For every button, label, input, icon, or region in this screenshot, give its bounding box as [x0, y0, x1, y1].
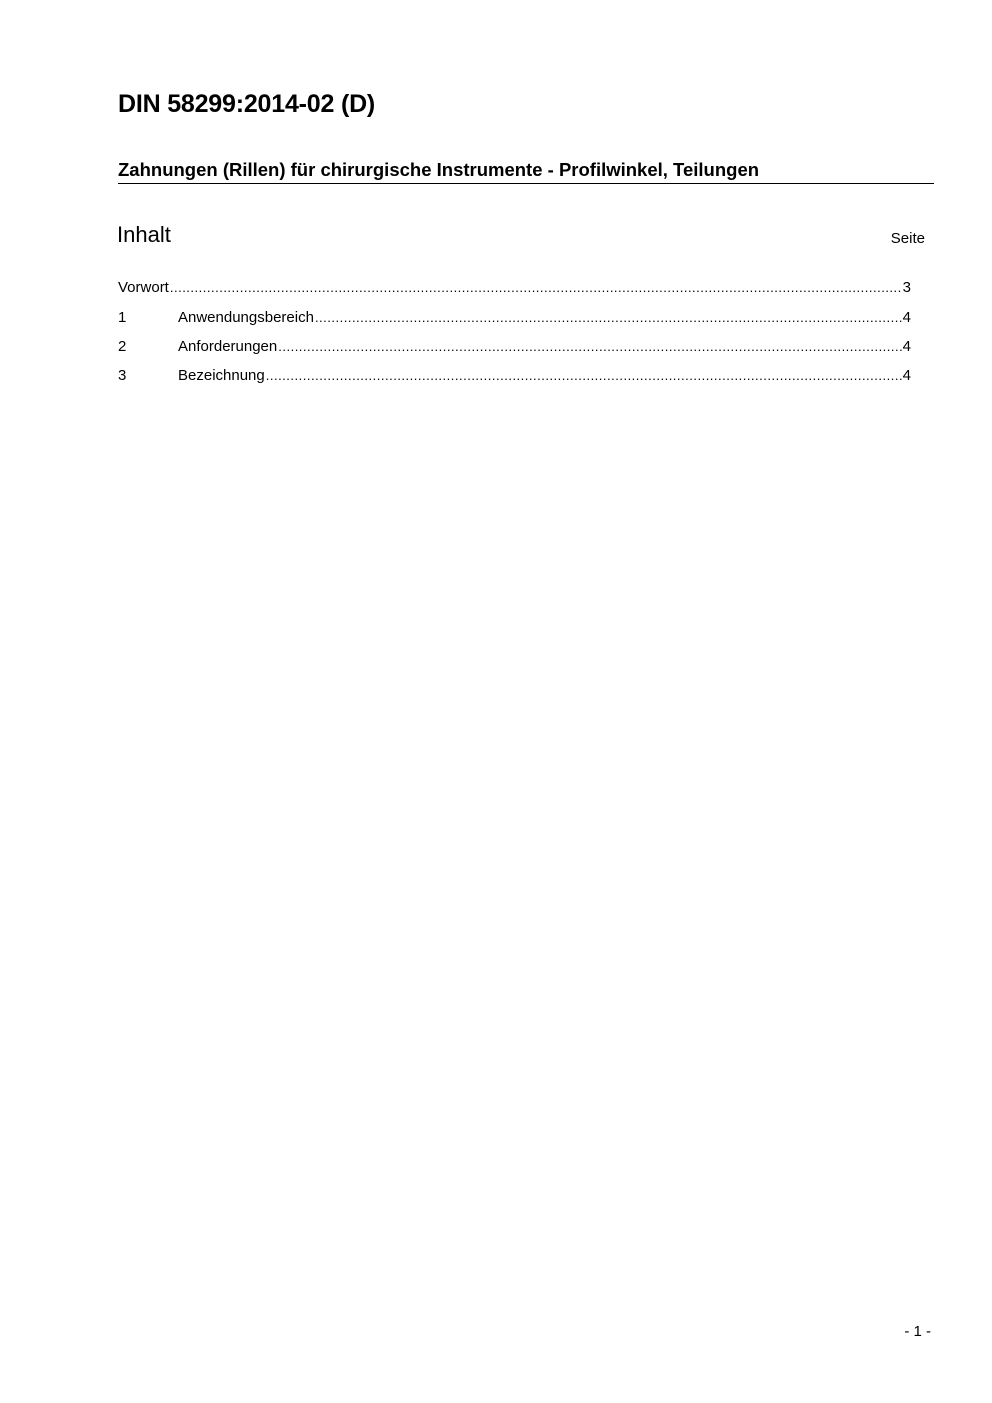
- toc-entry-number: 2: [118, 338, 127, 355]
- toc-entry-label: Bezeichnung: [178, 367, 265, 384]
- toc-entry-page: 4: [902, 309, 911, 326]
- toc-entry-page: 3: [902, 279, 911, 296]
- document-title: Zahnungen (Rillen) für chirurgische Instrumente - Profilwinkel, Teilungen: [118, 159, 934, 184]
- toc-entry-label: Vorwort: [118, 279, 169, 296]
- toc-leader-dots: [315, 308, 902, 328]
- toc-entry-1[interactable]: [118, 308, 911, 328]
- toc-entry-page: 4: [902, 367, 911, 384]
- toc-entry-3[interactable]: [118, 366, 911, 386]
- toc-entry-number: 3: [118, 367, 127, 384]
- toc-page-column-heading: Seite: [890, 230, 925, 247]
- toc-heading: Inhalt: [117, 222, 171, 247]
- toc-leader-dots: [266, 366, 902, 386]
- toc-entry-label: Anwendungsbereich: [178, 309, 314, 326]
- toc-entry-label: Anforderungen: [178, 338, 278, 355]
- toc-entry-foreword[interactable]: [118, 278, 911, 298]
- document-id: DIN 58299:2014-02 (D): [118, 90, 376, 118]
- toc-leader-dots: [278, 337, 901, 357]
- page-number: - 1 -: [904, 1323, 931, 1340]
- toc-entry-number: 1: [118, 309, 127, 326]
- toc-entry-2[interactable]: [118, 337, 911, 357]
- toc-entry-page: 4: [902, 338, 911, 355]
- toc-leader-dots: [170, 278, 902, 298]
